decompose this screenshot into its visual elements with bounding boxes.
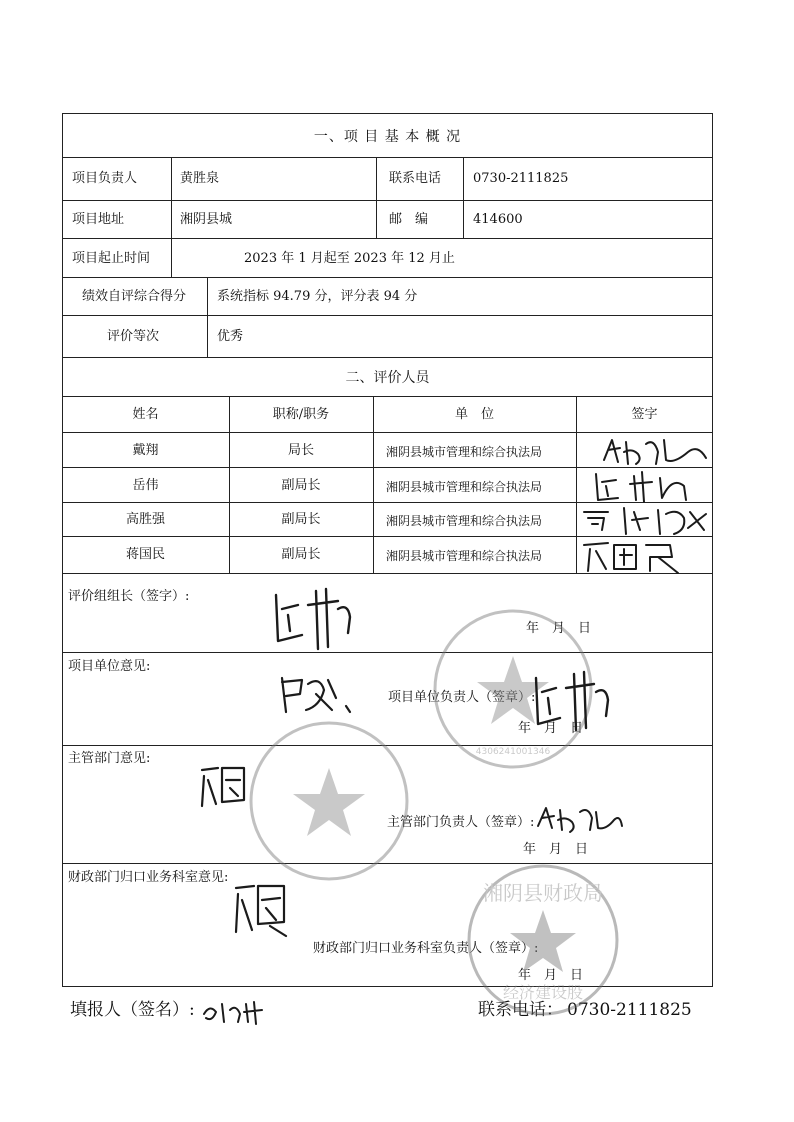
finance-stamp-sub: 经济建设股 <box>502 983 584 1002</box>
person-unit: 湘阴县城市管理和综合执法局 <box>386 549 543 563</box>
signature-dai-xiang <box>598 430 710 470</box>
row-divider <box>62 277 713 278</box>
address-label: 项目地址 <box>72 212 125 227</box>
person-title: 副局长 <box>281 547 321 562</box>
dept-opinion-label: 主管部门意见: <box>68 751 151 766</box>
date-label: 年 月 日 <box>518 721 584 736</box>
signature-gao-shengqiang <box>578 500 710 540</box>
section1-title: 一、项 目 基 本 概 况 <box>313 129 462 145</box>
person-title: 局长 <box>287 443 314 458</box>
row-divider <box>62 157 713 158</box>
filler-label: 填报人（签名）: <box>70 1000 195 1020</box>
finance-stamp-text: 湘阴县财政局 <box>483 881 603 905</box>
row-divider <box>62 396 713 397</box>
dept-sign-label: 主管部门负责人（签章）: <box>387 815 535 830</box>
col-divider <box>207 277 208 357</box>
person-name: 蒋国民 <box>125 547 165 562</box>
col-divider <box>463 157 464 238</box>
finance-sign-label: 财政部门归口业务科室负责人（签章）: <box>313 941 539 956</box>
address-value: 湘阴县城 <box>180 212 233 227</box>
col-divider <box>373 396 374 573</box>
grade-value: 优秀 <box>217 329 244 344</box>
leader-value: 黄胜泉 <box>180 171 220 186</box>
postcode-label: 邮 编 <box>389 212 429 227</box>
phone-label: 联系电话 <box>389 171 442 186</box>
person-unit: 湘阴县城市管理和综合执法局 <box>386 480 543 494</box>
person-name: 戴翔 <box>132 443 159 458</box>
row-divider <box>62 357 713 358</box>
leader-label: 项目负责人 <box>72 171 138 186</box>
dept-stamp <box>244 716 414 886</box>
period-label: 项目起止时间 <box>72 251 151 266</box>
col-divider <box>576 396 577 573</box>
header-unit: 单 位 <box>454 407 494 422</box>
finance-stamp <box>463 860 623 1020</box>
signature-dept-opinion <box>196 760 250 814</box>
header-signature: 签字 <box>631 407 658 422</box>
contact-value: 0730-2111825 <box>567 1000 692 1020</box>
unit-sign-label: 项目单位负责人（签章）: <box>388 690 536 705</box>
signature-finance-opinion <box>230 878 292 940</box>
date-label: 年 月 日 <box>518 968 584 983</box>
person-unit: 湘阴县城市管理和综合执法局 <box>386 445 543 459</box>
signature-unit-opinion <box>276 670 356 720</box>
col-divider <box>171 157 172 277</box>
signature-leader <box>268 585 354 653</box>
person-unit: 湘阴县城市管理和综合执法局 <box>386 514 543 528</box>
row-divider <box>62 652 713 653</box>
unit-opinion-label: 项目单位意见: <box>68 659 151 674</box>
score-value: 系统指标 94.79 分，评分表 94 分 <box>217 289 418 304</box>
signature-jiang-guomin <box>578 535 688 577</box>
person-title: 副局长 <box>281 512 321 527</box>
row-divider <box>62 200 713 201</box>
row-divider <box>62 238 713 239</box>
period-value: 2023 年 1 月起至 2023 年 12 月止 <box>244 251 455 266</box>
stamp-code: 4306241001346 <box>475 747 551 757</box>
date-label: 年 月 日 <box>526 621 592 636</box>
date-label: 年 月 日 <box>523 842 589 857</box>
section2-title: 二、评价人员 <box>345 370 430 386</box>
header-name: 姓名 <box>132 407 159 422</box>
person-name: 岳伟 <box>132 478 159 493</box>
contact-label: 联系电话： <box>478 1000 563 1020</box>
signature-filler <box>200 996 270 1026</box>
person-title: 副局长 <box>281 478 321 493</box>
postcode-value: 414600 <box>473 212 523 227</box>
score-label: 绩效自评综合得分 <box>82 289 187 304</box>
finance-opinion-label: 财政部门归口业务科室意见: <box>68 870 229 885</box>
row-divider <box>62 315 713 316</box>
signature-unit-head <box>528 668 614 734</box>
header-title: 职称/职务 <box>272 407 330 422</box>
col-divider <box>376 157 377 238</box>
grade-label: 评价等次 <box>107 329 160 344</box>
eval-leader-label: 评价组组长（签字）: <box>68 589 190 604</box>
phone-value: 0730-2111825 <box>473 171 569 186</box>
person-name: 高胜强 <box>125 512 165 527</box>
signature-dept-head <box>534 800 624 836</box>
